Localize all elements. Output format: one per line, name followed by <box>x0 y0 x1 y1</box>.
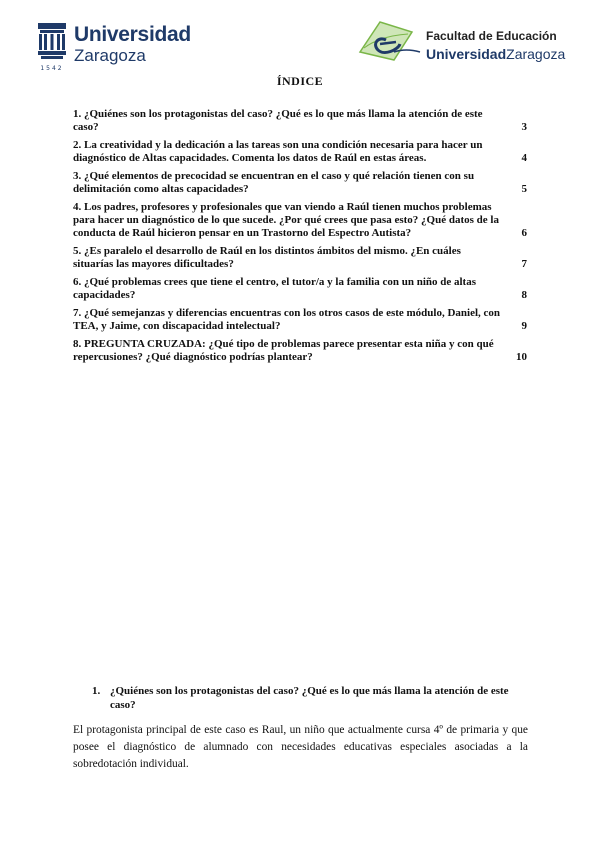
university-name: Universidad <box>74 23 191 46</box>
toc-entry[interactable] <box>73 170 527 196</box>
section-heading-text: ¿Quiénes son los protagonistas del caso? ¿Qué es lo que más llama la atención de este caso? <box>110 685 509 711</box>
toc-entry-text: 8. PREGUNTA CRUZADA: ¿Qué tipo de problemas parece presentar esta niña y con qué repercusiones? ¿Qué diagnóstico podrías plantear? <box>73 338 494 363</box>
faculty-name: Facultad de Educación <box>426 29 557 43</box>
toc-entry[interactable] <box>73 307 527 333</box>
toc-title: ÍNDICE <box>276 74 324 88</box>
toc-entry-page: 4 <box>521 152 527 164</box>
section-heading <box>92 684 528 712</box>
toc-entry[interactable] <box>73 201 527 240</box>
toc-entry-page: 8 <box>521 289 527 301</box>
svg-text:1542: 1542 <box>40 65 64 72</box>
toc-entry-text: 2. La creatividad y la dedicación a las tareas son una condición necesaria para hacer un diagnóstico de Altas capacidades. Comenta los datos de Raúl en estas áreas. <box>73 139 483 164</box>
faculty-leaf-icon <box>350 18 422 62</box>
toc-entry-text: 4. Los padres, profesores y profesionales que van viendo a Raúl tienen muchos problemas para hacer un diagnóstico de lo que sucede. ¿Por qué crees que pasa esto? ¿Qué datos de la conducta de Raúl hicieron pensar en un Trastorno del Espectro Autista? <box>73 201 499 239</box>
toc-entry-text: 5. ¿Es paralelo el desarrollo de Raúl en los distintos ámbitos del mismo. ¿En cuáles situarías las mayores dificultades? <box>73 245 461 270</box>
university-year-text <box>36 62 68 72</box>
faculty-university: UniversidadZaragoza <box>426 46 566 62</box>
toc-entry-page: 7 <box>521 258 527 270</box>
toc-entry-page: 10 <box>516 351 527 363</box>
universidad-zaragoza-logo <box>36 22 196 72</box>
toc-entry[interactable] <box>73 139 527 165</box>
university-city: Zaragoza <box>74 46 146 65</box>
toc-entry[interactable] <box>73 276 527 302</box>
toc-entry[interactable] <box>73 245 527 271</box>
toc-entry-page: 6 <box>521 227 527 239</box>
toc-entry-text: 7. ¿Qué semejanzas y diferencias encuentras con los otros casos de este módulo, Daniel, con TEA, y Jaime, con discapacidad intelectual? <box>73 307 501 332</box>
table-of-contents <box>73 108 527 369</box>
page-header <box>0 0 600 70</box>
toc-entry-text: 1. ¿Quiénes son los protagonistas del caso? ¿Qué es lo que más llama la atención de este caso? <box>73 108 483 133</box>
toc-entry-text: 3. ¿Qué elementos de precocidad se encuentran en el caso y qué relación tienen con su delimitación como altas capacidades? <box>73 170 475 195</box>
toc-entry-page: 5 <box>521 183 527 195</box>
toc-entry-page: 9 <box>521 320 527 332</box>
toc-entry[interactable] <box>73 338 527 364</box>
toc-entry-page: 3 <box>521 121 527 133</box>
toc-entry[interactable] <box>73 108 527 134</box>
toc-entry-text: 6. ¿Qué problemas crees que tiene el centro, el tutor/a y la familia con un niño de altas capacidades? <box>73 276 477 301</box>
facultad-educacion-logo <box>350 18 580 68</box>
body-paragraph: El protagonista principal de este caso es Raul, un niño que actualmente cursa 4º de primaria y que posee el diagnóstico de alumnado con necesidades educativas especiales asociadas a la sobredotación individual. <box>73 724 528 770</box>
section-number: 1. <box>92 685 101 697</box>
